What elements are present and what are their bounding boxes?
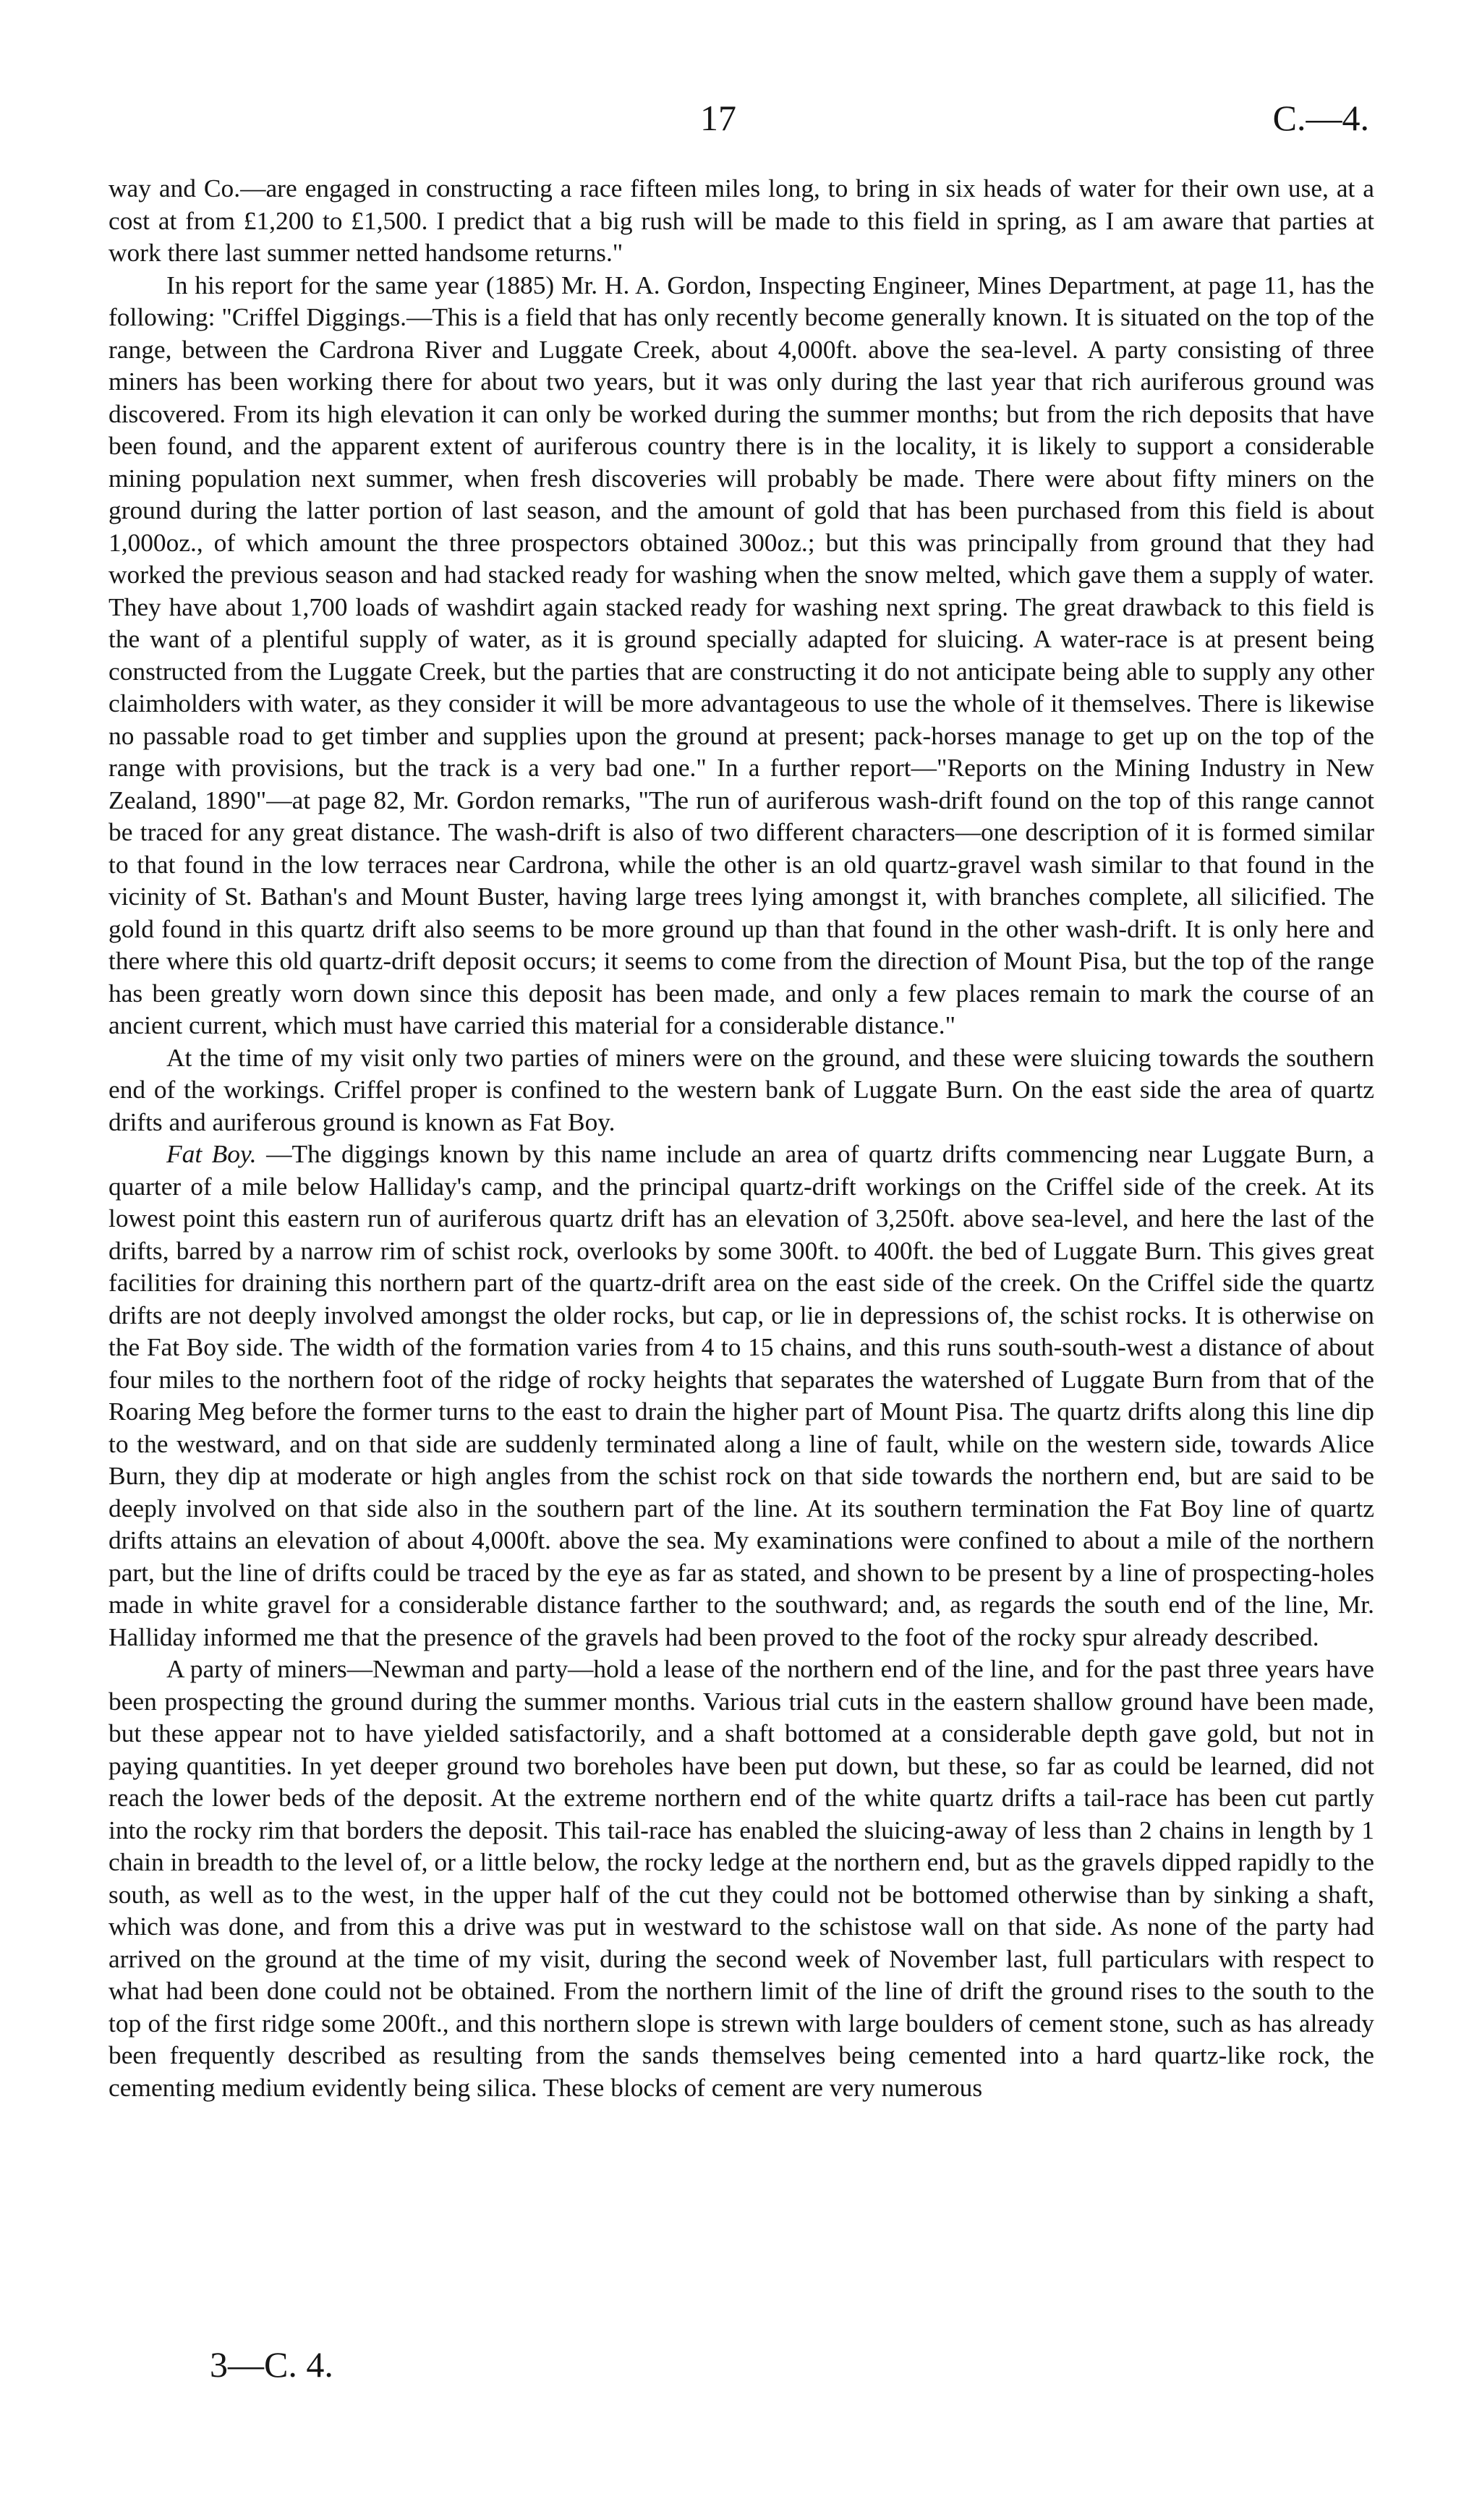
paragraph-continuation: way and Co.—are engaged in constructing a race fifteen miles long, to bring in six heads of water for their own use, at a cost at from £1,200 to £1,500. I predict that a big rush will be made to this field in spring, as I am aware that parties at work there last summer netted handsome returns." [108,174,1374,267]
paragraph-fat-boy [108,1138,1374,1653]
page-header [0,100,1469,150]
body-text [108,172,1374,2103]
fat-boy-heading: Fat Boy. [166,1139,257,1168]
paragraph-gordon-report: In his report for the same year (1885) Mr. H. A. Gordon, Inspecting Engineer, Mines Department, at page 11, has the following: "Criffel Diggings.—This is a field that has only recently become generally known. It is situated on the top of the range, between the Cardrona River and Luggate Creek, about 4,000ft. above the sea-level. A party consisting of three miners has been working there for about two years, but it was only during the last year that rich auriferous ground was discovered. From its high elevation it can only be worked during the summer months; but from the rich deposits that have been found, and the apparent extent of auriferous country there is in the locality, it is likely to support a considerable mining population next summer, when fresh discoveries will probably be made. There were about fifty miners on the ground during the latter portion of last season, and the amount of gold that has been purchased from this field is about 1,000oz., of which amount the three prospectors obtained 300oz.; but this was principally from ground that they had worked the previous season and had stacked ready for washing when the snow melted, which gave them a supply of water. They have about 1,700 loads of washdirt again stacked ready for washing next spring. The great drawback to this field is the want of a plentiful supply of water, as it is ground specially adapted for sluicing. A water-race is at present being constructed from the Luggate Creek, but the parties that are constructing it do not anticipate being able to supply any other claimholders with water, as they consider it will be more advantageous to use the whole of it themselves. There is likewise no passable road to get timber and supplies upon the ground at present; pack-horses manage to get up on the top of the range with provisions, but the track is a very bad one." In a further report—"Reports on the Mining Industry in New Zealand, 1890"—at page 82, Mr. Gordon remarks, "The run of auriferous wash-drift found on the top of this range cannot be traced for any great distance. The wash-drift is also of two different characters—one description of it is formed similar to that found in the low terraces near Cardrona, while the other is an old quartz-gravel wash similar to that found in the vicinity of St. Bathan's and Mount Buster, having large trees lying amongst it, with branches complete, all silicified. The gold found in this quartz drift also seems to be more ground up than that found in the other wash-drift. It is only here and there where this old quartz-drift deposit occurs; it seems to come from the direction of Mount Pisa, but the top of the range has been greatly worn down since this deposit has been made, and only a few places remain to mark the course of an ancient current, which must have carried this material for a considerable distance." [108,270,1374,1039]
paragraph-newman-party: A party of miners—Newman and party—hold a lease of the northern end of the line, and for the past three years have been prospecting the ground during the summer months. Various trial cuts in the eastern shallow ground have been made, but these appear not to have yielded satisfactorily, and a shaft bottomed at a considerable depth gave gold, but not in paying quantities. In yet deeper ground two boreholes have been put down, but these, so far as could be learned, did not reach the lower beds of the deposit. At the extreme northern end of the white quartz drifts a tail-race has been cut partly into the rocky rim that borders the deposit. This tail-race has enabled the sluicing-away of less than 2 chains in length by 1 chain in breadth to the level of, or a little below, the rocky ledge at the northern end, but as the gravels dipped rapidly to the south, as well as to the west, in the upper half of the cut they could not be bottomed otherwise than by sinking a shaft, which was done, and from this a drive was put in westward to the schistose wall on that side. As none of the party had arrived on the ground at the time of my visit, during the second week of November last, full particulars with respect to what had been done could not be obtained. From the northern limit of the line of drift the ground rises to the south to the top of the first ridge some 200ft., and this northern slope is strewn with large boulders of cement stone, such as has already been frequently described as resulting from the sands themselves being cemented into a hard quartz-like rock, the cementing medium evidently being silica. These blocks of cement are very numerous [108,1654,1374,2102]
page-number: 17 [700,98,736,138]
fat-boy-text: —The diggings known by this name include an area of quartz drifts commencing near Luggate Burn, a quarter of a mile below Halliday's camp, and the principal quartz-drift workings on the Criffel side of the creek. At its lowest point this eastern run of auriferous quartz drift has an elevation of 3,250ft. above sea-level, and here the last of the drifts, barred by a narrow rim of schist rock, overlooks by some 300ft. to 400ft. the bed of Luggate Burn. This gives great facilities for draining this northern part of the quartz-drift area on the east side of the creek. On the Criffel side the quartz drifts are not deeply involved amongst the older rocks, but cap, or lie in depressions of, the schist rocks. It is otherwise on the Fat Boy side. The width of the formation varies from 4 to 15 chains, and this runs south-south-west a distance of about four miles to the northern foot of the ridge of rocky heights that separates the watershed of Luggate Burn from that of the Roaring Meg before the former turns to the east to drain the higher part of Mount Pisa. The quartz drifts along this line dip to the westward, and on that side are suddenly terminated along a line of fault, while on the western side, towards Alice Burn, they dip at moderate or high angles from the schist rock on that side towards the northern end, but are said to be deeply involved on that side also in the southern part of the line. At its southern termination the Fat Boy line of quartz drifts attains an elevation of about 4,000ft. above the sea. My examinations were confined to about a mile of the northern part, but the line of drifts could be traced by the eye as far as stated, and shown to be present by a line of prospecting-holes made in white gravel for a considerable distance farther to the southward; and, as regards the south end of the line, Mr. Halliday informed me that the presence of the gravels had been proved to the foot of the rocky spur already described. [108,1139,1374,1651]
page-signature: 3—C. 4. [210,2344,333,2385]
paragraph-visit: At the time of my visit only two parties of miners were on the ground, and these were sluicing towards the southern end of the workings. Criffel proper is confined to the western bank of Luggate Burn. On the east side the area of quartz drifts and auriferous ground is known as Fat Boy. [108,1042,1374,1136]
paper-reference: C.—4. [1272,98,1369,138]
